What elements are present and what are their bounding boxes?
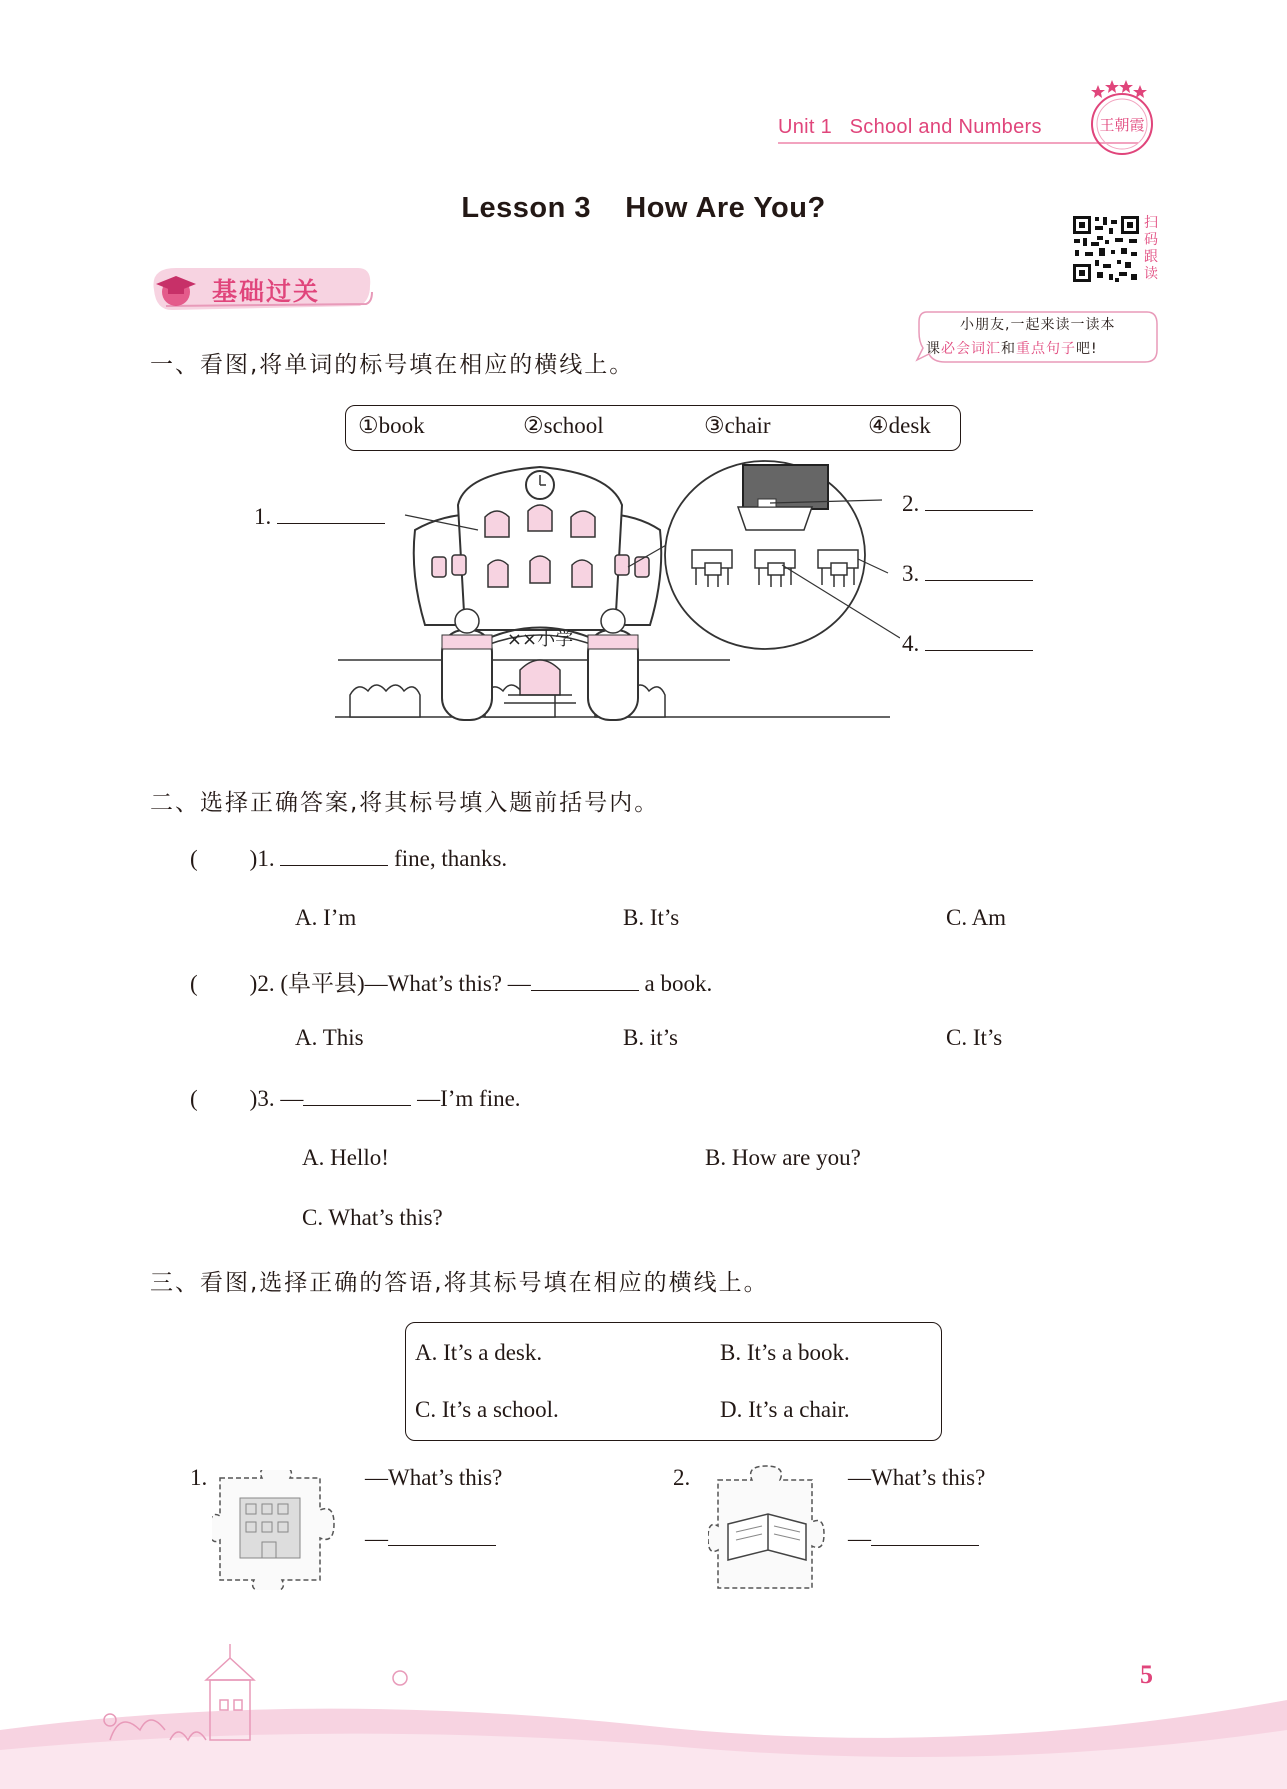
q2-option-c: C. It’s bbox=[946, 1025, 1003, 1050]
bubble-line-1: 小朋友,一起来读一读本 bbox=[960, 317, 1116, 333]
svg-text:××小学: ××小学 bbox=[506, 629, 574, 650]
answer-blank[interactable] bbox=[531, 970, 639, 991]
qr-code-icon[interactable] bbox=[1071, 214, 1141, 284]
page-number: 5 bbox=[1140, 1660, 1153, 1689]
q1-option-c: C. Am bbox=[946, 905, 1007, 930]
svg-text:王朝霞: 王朝霞 bbox=[1099, 116, 1145, 134]
q3-option-c: C. What’s this? bbox=[302, 1205, 443, 1230]
item-2-number: 2. bbox=[673, 1465, 691, 1490]
q3-option-a: A. Hello! bbox=[302, 1145, 389, 1170]
answer-blank[interactable] bbox=[925, 560, 1033, 581]
answer-option-d: D. It’s a chair. bbox=[720, 1397, 850, 1422]
answer-blank[interactable] bbox=[925, 490, 1033, 511]
picture-label-3: 3. bbox=[902, 560, 1033, 587]
answer-option-c: C. It’s a school. bbox=[415, 1397, 559, 1422]
unit-title: School and Numbers bbox=[849, 116, 1042, 138]
picture-label-4: 4. bbox=[902, 630, 1033, 657]
footer-decoration bbox=[0, 1640, 1287, 1789]
q2-option-b: B. it’s bbox=[623, 1025, 678, 1050]
lesson-title: Lesson 3 How Are You? bbox=[461, 192, 826, 224]
picture-label-1: 1. bbox=[254, 503, 385, 530]
question-3: ( )3. — —I’m fine. bbox=[190, 1086, 521, 1111]
q1-option-a: A. I’m bbox=[295, 905, 357, 930]
part2-heading: 二、选择正确答案,将其标号填入题前括号内。 bbox=[150, 790, 660, 816]
word-school: ②school bbox=[523, 413, 604, 438]
picture-label-2: 2. bbox=[902, 490, 1033, 517]
item-2-answer: — bbox=[848, 1525, 979, 1552]
puzzle-school-icon bbox=[212, 1470, 354, 1590]
answer-blank[interactable] bbox=[280, 845, 388, 866]
q2-option-a: A. This bbox=[295, 1025, 364, 1050]
word-desk: ④desk bbox=[868, 413, 931, 438]
answer-blank[interactable] bbox=[277, 503, 385, 524]
answer-blank[interactable] bbox=[303, 1085, 411, 1106]
unit-header bbox=[778, 116, 1042, 139]
item-1-answer: — bbox=[365, 1525, 496, 1552]
answer-blank[interactable] bbox=[388, 1525, 496, 1546]
item-2-question: —What’s this? bbox=[848, 1465, 986, 1490]
brand-seal-icon bbox=[1082, 78, 1162, 160]
part3-heading: 三、看图,选择正确的答语,将其标号填在相应的横线上。 bbox=[150, 1270, 769, 1296]
answer-blank[interactable] bbox=[871, 1525, 979, 1546]
section-banner-label: 基础过关 bbox=[212, 277, 321, 306]
question-1: ( )1. fine, thanks. bbox=[190, 846, 508, 871]
question-2: ( )2. (阜平县)—What’s this? — a book. bbox=[190, 971, 713, 996]
answer-blank[interactable] bbox=[925, 630, 1033, 651]
answer-option-a: A. It’s a desk. bbox=[415, 1340, 543, 1365]
q3-option-b: B. How are you? bbox=[705, 1145, 861, 1170]
school-illustration bbox=[330, 455, 900, 735]
answer-option-b: B. It’s a book. bbox=[720, 1340, 850, 1365]
item-1-number: 1. bbox=[190, 1465, 208, 1490]
item-1-question: —What’s this? bbox=[365, 1465, 503, 1490]
qr-caption: 扫码跟读 bbox=[1144, 215, 1158, 282]
part1-heading: 一、看图,将单词的标号填在相应的横线上。 bbox=[150, 352, 635, 378]
word-chair: ③chair bbox=[704, 413, 771, 438]
unit-label: Unit 1 bbox=[778, 116, 833, 138]
word-book: ①book bbox=[358, 413, 425, 438]
bubble-line-2: 课必会词汇和重点句子吧! bbox=[926, 341, 1098, 357]
q1-option-b: B. It’s bbox=[623, 905, 680, 930]
puzzle-book-icon bbox=[708, 1462, 830, 1594]
